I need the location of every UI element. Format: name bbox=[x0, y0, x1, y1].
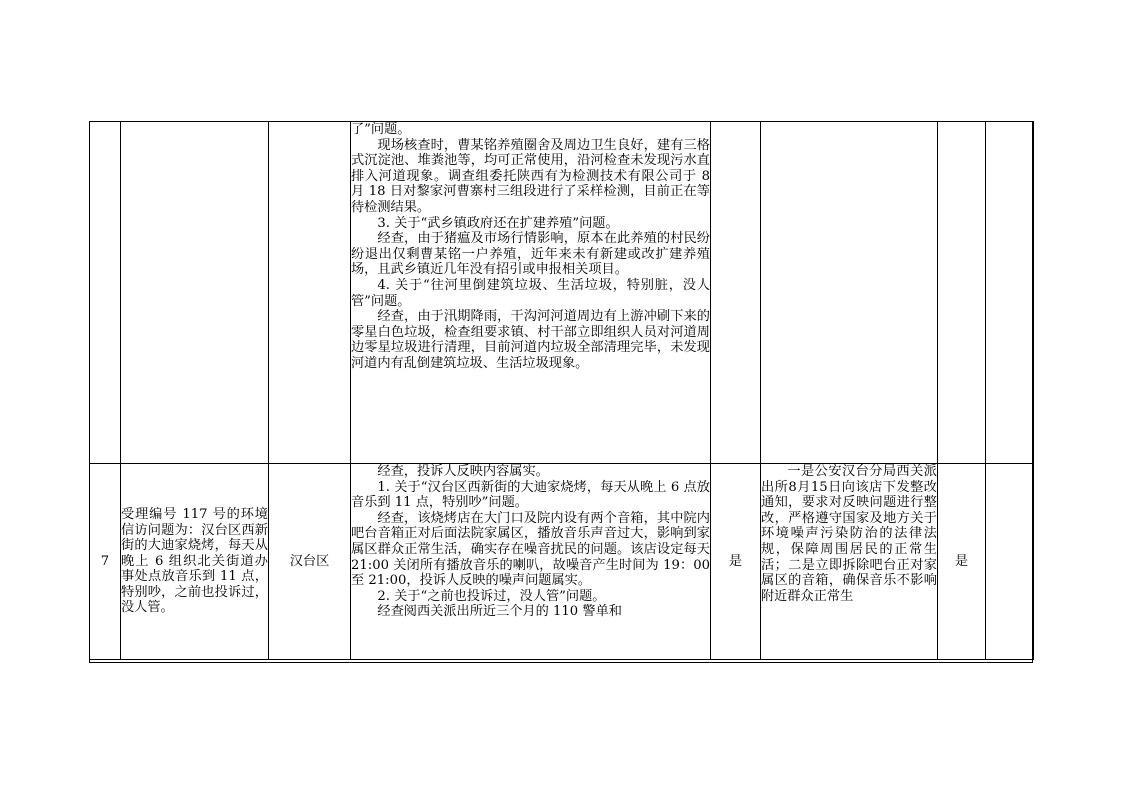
district-cell bbox=[269, 122, 351, 464]
verified-cell bbox=[711, 122, 761, 464]
handling-text: 一是公安汉台分局西关派出所8月15日向该店下发整改通知，要求对反映问题进行整改，严格遵守国家及地方关于环境噪声污染防治的法律法规，保障周围居民的正常生活；二是立即拆除吧台正对家属区的音箱，确保音乐不影响附近群众正常生 bbox=[761, 464, 937, 604]
finding-paragraph: 经查，由于汛期降雨，干沟河河道周边有上游冲刷下来的零星白色垃圾，检查组要求镇、村干部立即组织人员对河道周边零星垃圾进行清理，目前河道内垃圾全部清理完毕，未发现河道内有乱倒建筑垃圾、生活垃圾现象。 bbox=[351, 309, 710, 371]
findings-cell bbox=[351, 122, 711, 464]
finding-paragraph: 了”问题。 bbox=[351, 122, 411, 137]
complaint-cell bbox=[121, 122, 269, 464]
finding-paragraph: 4. 关于“往河里倒建筑垃圾、生活垃圾，特别脏，没人管”问题。 bbox=[351, 277, 710, 309]
finding-paragraph: 经查阅西关派出所近三个月的 110 警单和 bbox=[377, 604, 622, 620]
complaint-text: 受理编号 117 号的环境信访问题为：汉台区西新街的大迪家烧烤，每天从晚上 6 组织北关街道办事处点放音乐到 11 点，特别吵，之前也投诉过，没人管。 bbox=[121, 506, 268, 616]
finding-paragraph: 现场核查时，曹某铭养殖圈舍及周边卫生良好，建有三格式沉淀池、堆粪池等，均可正常使用，沿河检查未发现污水直排入河道现象。调查组委托陕西有为检测技术有限公司于 8 月 18 日对黎家河曹寨村三组段进行了采样检测，目前正在等待检测结果。 bbox=[351, 137, 710, 215]
number-cell bbox=[90, 122, 121, 464]
resolved-cell bbox=[938, 122, 986, 464]
remark-cell bbox=[986, 122, 1034, 464]
finding-paragraph: 1. 关于“汉台区西新街的大迪家烧烤，每天从晚上 6 点放音乐到 11 点，特别吵”问题。 bbox=[351, 479, 710, 511]
finding-paragraph: 经查，由于猪瘟及市场行情影响，原本在此养殖的村民纷纷退出仅剩曹某铭一户养殖，近年来未有新建或改扩建养殖场，且武乡镇近几年没有招引或申报相关项目。 bbox=[351, 231, 710, 278]
complaint-cell bbox=[121, 464, 269, 660]
finding-paragraph: 3. 关于“武乡镇政府还在扩建养殖”问题。 bbox=[377, 215, 619, 231]
report-table bbox=[89, 121, 1034, 660]
finding-paragraph: 经查，该烧烤店在大门口及院内设有两个音箱，其中院内吧台音箱正对后面法院家属区，播放音乐声音过大，影响到家属区群众正常生活，确实存在噪音扰民的问题。该店设定每天 21:00 关闭所有播放音乐的喇叭，故噪音产生时间为 19：00 至 21:00，投诉人反映的噪声问题属实。 bbox=[351, 510, 710, 589]
table-row bbox=[90, 122, 1034, 464]
remark-cell bbox=[986, 464, 1034, 660]
finding-paragraph: 经查，投诉人反映内容属实。 bbox=[377, 464, 549, 479]
findings-cell bbox=[351, 464, 711, 660]
district-cell: 汉台区 bbox=[269, 464, 351, 660]
verified-cell: 是 bbox=[711, 464, 761, 660]
finding-paragraph: 2. 关于“之前也投诉过，没人管”问题。 bbox=[377, 588, 606, 604]
handling-cell bbox=[761, 464, 938, 660]
row-number: 7 bbox=[90, 464, 121, 660]
handling-cell bbox=[761, 122, 938, 464]
resolved-cell: 是 bbox=[938, 464, 986, 660]
table-row bbox=[90, 464, 1034, 660]
